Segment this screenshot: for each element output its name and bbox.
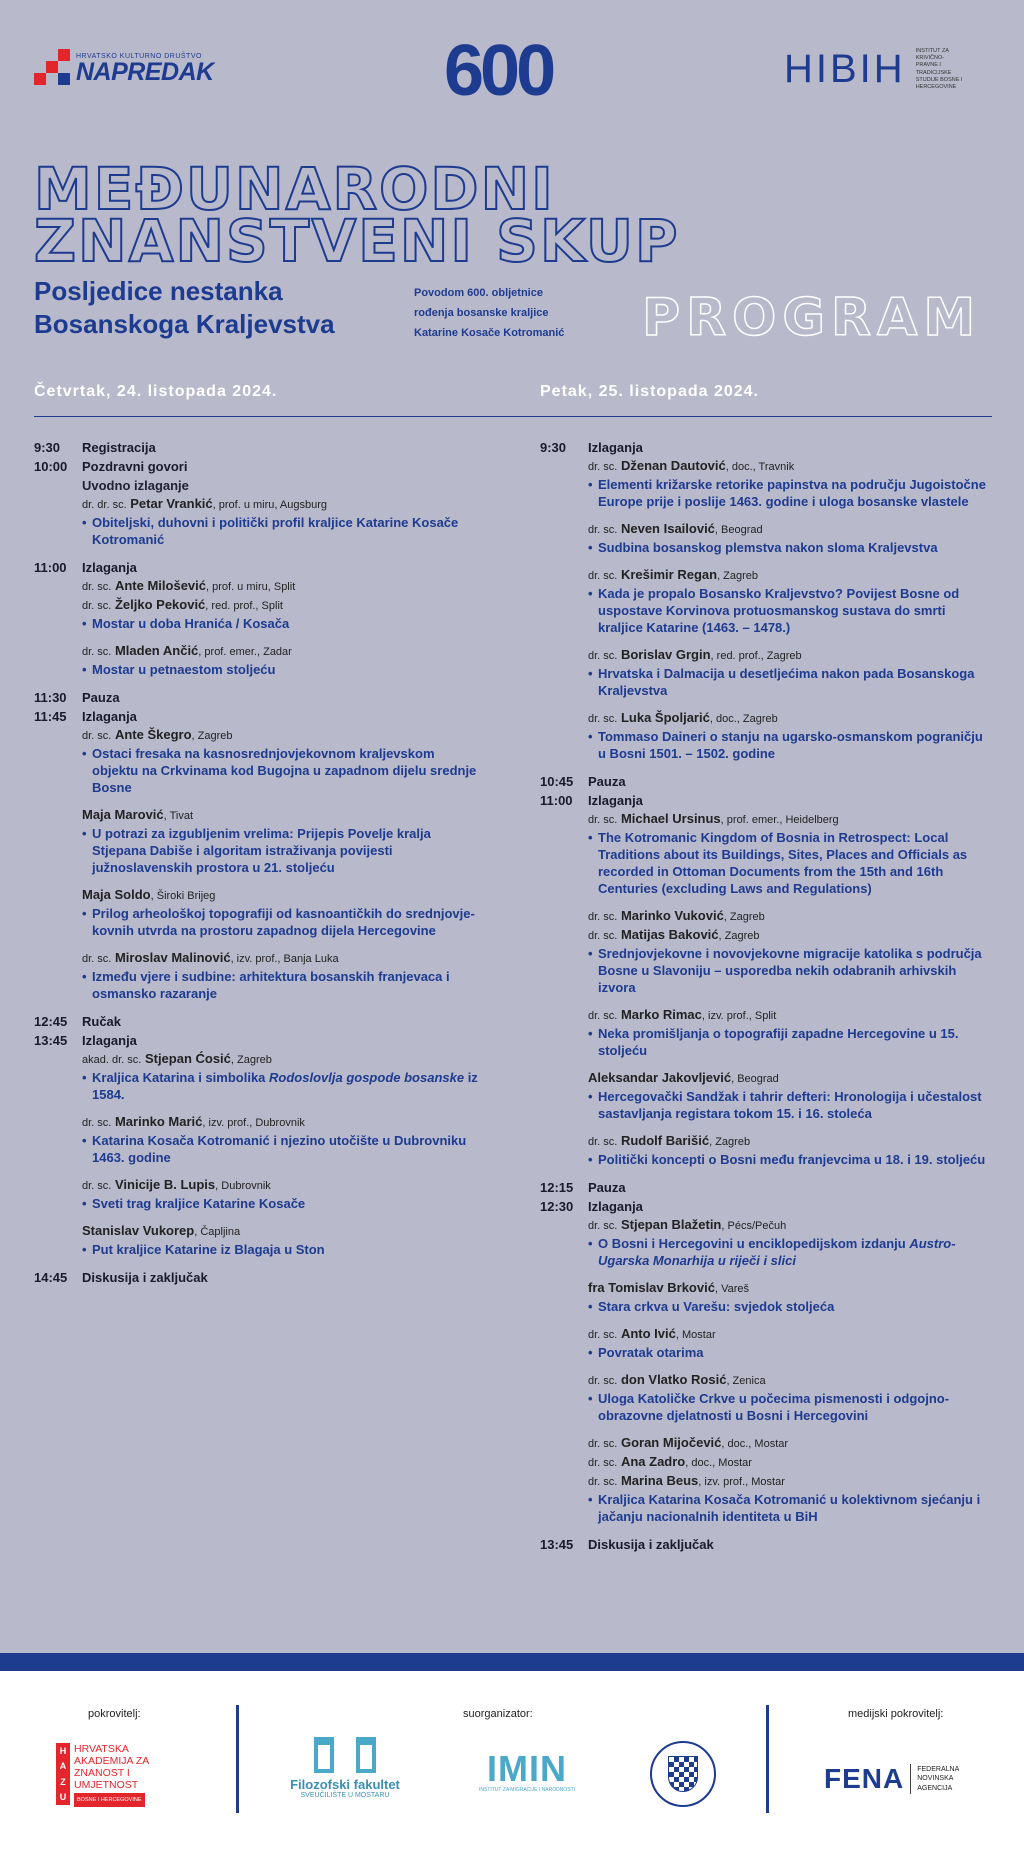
speaker: dr. sc. Ana Zadro, doc., Mostar [588,1454,752,1469]
slot-time: 9:30 [34,440,61,455]
schedule-slot [540,791,990,810]
slot-label: Pozdravni govori [82,459,188,474]
slot-time: 12:30 [540,1199,574,1214]
slot-label: Registracija [82,440,156,455]
hibih-logo [784,47,964,92]
slot-label: Izlaganja [588,1199,643,1214]
slot-time: 11:45 [34,709,67,724]
slot-time: 9:30 [540,440,567,455]
hazu-logo: H A Z U HRVATSKA AKADEMIJA ZA ZNANOST I UMJETNOST BOSNE I HERCEGOVINE [56,1743,172,1805]
talk [588,810,990,897]
speaker: dr. sc. Neven Isailović, Beograd [588,521,763,536]
talk [588,1006,990,1059]
speaker: dr. sc. Mladen Ančić, prof. emer., Zadar [82,643,292,658]
speaker: fra Tomislav Brković, Vareš [588,1280,749,1295]
speaker: dr. sc. Marina Beus, izv. prof., Mostar [588,1473,785,1488]
talk-title: • Sveti trag kraljice Katarine Kosače [82,1195,484,1212]
talk-title: • Mostar u petnaestom stoljeću [82,661,484,678]
occasion-line-1: Povodom 600. obljetnice [414,287,543,299]
talk-title: • Uloga Katoličke Crkve u počecima pismenosti i odgojno-obrazovne djelatnosti u Bosni i Hercegovini [588,1390,990,1424]
day-1-heading: Četvrtak, 24. listopada 2024. [34,383,278,400]
talk [588,1279,990,1315]
slot-sublabel: Uvodno izlaganje [82,478,189,493]
occasion-text [414,284,564,343]
speaker: dr. sc. Marinko Marić, izv. prof., Dubrovnik [82,1114,305,1129]
day-2-heading: Petak, 25. listopada 2024. [540,383,759,400]
talk-title: • Stara crkva u Varešu: svjedok stoljeća [588,1298,990,1315]
speaker: dr. sc. Željko Peković, red. prof., Split [82,597,283,612]
talk [82,1113,484,1166]
talk-title: • Kraljica Katarina Kosača Kotromanić u kolektivnom sjećanju i jačanju nacionalnih identiteta u BiH [588,1491,990,1525]
slot-time: 14:45 [34,1270,68,1285]
slot-label: Pauza [588,774,626,789]
talk-title: • Obiteljski, duhovni i politički profil kraljice Katarine Kosače Kotromanić [82,514,484,548]
talk-title: • Povratak otarima [588,1344,990,1361]
speaker: dr. sc. Miroslav Malinović, izv. prof., Banja Luka [82,950,339,965]
speaker: dr. sc. Dženan Dautović, doc., Travnik [588,458,795,473]
slot-label: Diskusija i zaključak [82,1270,208,1285]
schedule-slot [540,1197,990,1216]
talk-title: • Put kraljice Katarine iz Blagaja u Ston [82,1241,484,1258]
schedule-slot [34,1268,484,1287]
speaker: dr. sc. Rudolf Barišić, Zagreb [588,1133,751,1148]
hibih-tagline: INSTITUT ZA KRIVIČNO-PRAVNE I TRADICIJSKE STUDIJE BOSNE I HERCEGOVINE [915,48,963,90]
speaker: dr. dr. sc. Petar Vrankić, prof. u miru, Augsburg [82,496,327,511]
speaker: dr. sc. Goran Mijočević, doc., Mostar [588,1435,789,1450]
fena-logo: FENA FEDERALNA NOVINSKA AGENCIJA [824,1763,960,1794]
schedule-slot [34,457,484,476]
schedule-slot [34,707,484,726]
speaker: dr. sc. Matijas Baković, Zagreb [588,927,760,942]
slot-label: Diskusija i zaključak [588,1537,714,1552]
speaker: dr. sc. Ante Škegro, Zagreb [82,727,233,742]
subtitle [34,275,335,340]
talk-title: • Srednjovjekovne i novovjekovne migracije katolika s područja Bosne u Slavoniju – usporedba nekih odabranih arhivskih izvora [588,945,990,996]
speaker: dr. sc. Krešimir Regan, Zagreb [588,567,759,582]
talk-title: • Elementi križarske retorike papinstva na području Jugoistočne Europe prije i poslije 1463. godine i uloga bosanske vlastele [588,476,990,510]
talk-title: • Mostar u doba Hranića / Kosača [82,615,484,632]
napredak-small-text: HRVATSKO KULTURNO DRUŠTVO [76,53,202,60]
schedule-slot [540,1535,990,1554]
slot-label: Pauza [82,690,120,705]
schedule-slot [34,1031,484,1050]
talk-title: • Neka promišljanja o topografiji zapadne Hercegovine u 15. stoljeću [588,1025,990,1059]
schedule-slot [34,558,484,577]
speaker: Aleksandar Jakovljević, Beograd [588,1070,779,1085]
day-2-schedule [540,438,990,1554]
talk-title: • Ostaci fresaka na kasnosrednjovjekovnom kraljevskom objektu na Crkvinama kod Bugojna u zapadnom dijelu srednje Bosne [82,745,484,796]
talk [588,1434,990,1525]
slot-time: 11:30 [34,690,67,705]
program-heading: PROGRAM [642,288,982,348]
talk [588,907,990,996]
title-line-2: ZNANSTVENI SKUP [34,207,680,275]
filozofski-fakultet-logo: Filozofski fakultet SVEUČILIŠTE U MOSTARU [280,1737,410,1799]
slot-label: Izlaganja [82,560,137,575]
talk [588,1069,990,1122]
talk-title: • Katarina Kosača Kotromanić i njezino utočište u Dubrovniku 1463. godine [82,1132,484,1166]
speaker: dr. sc. don Vlatko Rosić, Zenica [588,1372,766,1387]
talk-title: • Hrvatska i Dalmacija u desetljećima nakon pada Bosanskoga Kraljevstva [588,665,990,699]
speaker: Maja Soldo, Široki Brijeg [82,887,216,902]
speaker: dr. sc. Marinko Vuković, Zagreb [588,908,765,923]
co-organizer-label: suorganizator: [463,1708,533,1720]
talk [588,1371,990,1424]
talk-title: • Kada je propalo Bosansko Kraljevstvo? Povijest Bosne od uspostave Korvinova protuosmanskog sustava do smrti kraljice Katarine (1463. – 1478.) [588,585,990,636]
talk [82,886,484,939]
talk [588,1325,990,1361]
schedule-slot [34,688,484,707]
talk-title: • Kraljica Katarina i simbolika Rodoslovlja gospode bosanske iz 1584. [82,1069,484,1103]
talk [82,1176,484,1212]
speaker: dr. sc. Stjepan Blažetin, Pécs/Pečuh [588,1217,787,1232]
seal-logo-icon [650,1741,716,1807]
title-line-1: MEĐUNARODNI [34,155,555,223]
schedule-slot [540,1178,990,1197]
talk-title: • The Kotromanic Kingdom of Bosnia in Retrospect: Local Traditions about its Buildings, Sites, Places and Officials as recorded in Ottoman Documents from the 15th and 16th Centuries (excluding Laws and Regulations) [588,829,990,897]
hibih-wordmark: HIBIH [784,47,906,91]
talk-title: • O Bosni i Hercegovini u enciklopedijskom izdanju Austro-Ugarska Monarhija u riječi i slici [588,1235,990,1269]
talk [82,642,484,678]
schedule-slot [34,438,484,457]
napredak-mark-icon [34,49,72,85]
footer-divider [236,1705,239,1813]
talk-title: • Sudbina bosanskog plemstva nakon sloma Kraljevstva [588,539,990,556]
subtitle-line-1: Posljedice nestanka [34,276,283,306]
talk [588,520,990,556]
media-patron-label: medijski pokrovitelj: [848,1708,944,1720]
slot-label: Izlaganja [82,709,137,724]
imin-logo: IMIN INSTITUT ZA MIGRACIJE I NARODNOSTI [478,1748,576,1793]
slot-time: 11:00 [34,560,67,575]
talk [82,1222,484,1258]
speaker: dr. sc. Ante Milošević, prof. u miru, Split [82,578,296,593]
slot-label: Ručak [82,1014,122,1029]
speaker: dr. sc. Marko Rimac, izv. prof., Split [588,1007,777,1022]
patron-label: pokrovitelj: [88,1708,141,1720]
talk [82,495,484,548]
faculty-icon [310,1737,380,1773]
speaker: dr. sc. Borislav Grgin, red. prof., Zagreb [588,647,802,662]
occasion-line-2: rođenja bosanske kraljice [414,306,549,319]
slot-time: 13:45 [540,1537,574,1552]
divider [34,416,992,417]
speaker: Maja Marović, Tivat [82,807,193,822]
talk [588,709,990,762]
talk-title: • Između vjere i sudbine: arhitektura bosanskih franjevaca i osmansko razaranje [82,968,484,1002]
footer-divider [766,1705,769,1813]
talk-title: • Tommaso Daineri o stanju na ugarsko-osmanskom pograničju u Bosni 1501. – 1502. godine [588,728,990,762]
schedule-slot [540,772,990,791]
slot-time: 11:00 [540,793,573,808]
slot-label: Pauza [588,1180,626,1195]
napredak-name: NAPREDAK [76,58,214,86]
talk [588,1132,990,1168]
schedule-slot [34,1012,484,1031]
talk [588,457,990,510]
day-1-schedule [34,438,484,1287]
talk-title: • Politički koncepti o Bosni među franjevcima u 18. i 19. stoljeću [588,1151,990,1168]
talk [588,646,990,699]
slot-time: 13:45 [34,1033,68,1048]
napredak-logo [34,49,214,85]
occasion-line-3: Katarine Kosače Kotromanić [414,326,565,339]
talk [82,577,484,632]
speaker: Stanislav Vukorep, Čapljina [82,1223,241,1238]
talk [82,726,484,796]
footer [0,1671,1024,1851]
talk [82,949,484,1002]
talk-title: • Hercegovački Sandžak i tahrir defteri: Hronologija i učestalost sastavljanja registara tokom 15. i 16. stoleća [588,1088,990,1122]
footer-bar [0,1653,1024,1671]
slot-label: Izlaganja [588,793,643,808]
speaker: dr. sc. Luka Špoljarić, doc., Zagreb [588,710,778,725]
talk-title: • U potrazi za izgubljenim vrelima: Prijepis Povelje kralja Stjepana Dabiše i algoritam istraživanja povijesti južnoslavenskih prostora u 21. stoljeću [82,825,484,876]
speaker: akad. dr. sc. Stjepan Ćosić, Zagreb [82,1051,272,1066]
speaker: dr. sc. Vinicije B. Lupis, Dubrovnik [82,1177,271,1192]
talk [82,1050,484,1103]
slot-time: 10:00 [34,459,68,474]
talk [588,1216,990,1269]
slot-time: 12:15 [540,1180,574,1195]
speaker: dr. sc. Michael Ursinus, prof. emer., Heidelberg [588,811,839,826]
schedule-slot [540,438,990,457]
talk [82,806,484,876]
slot-time: 10:45 [540,774,574,789]
slot-label: Izlaganja [588,440,643,455]
anniversary-logo: 600 [444,31,553,111]
slot-time: 12:45 [34,1014,68,1029]
slot-label: Izlaganja [82,1033,137,1048]
header [0,31,1024,111]
subtitle-line-2: Bosanskoga Kraljevstva [34,308,335,339]
talk-title: • Prilog arheološkoj topografiji od kasnoantičkih do srednjovje-kovnih utvrda na prostoru zapadnog dijela Hercegovine [82,905,484,939]
speaker: dr. sc. Anto Ivić, Mostar [588,1326,716,1341]
talk [588,566,990,636]
